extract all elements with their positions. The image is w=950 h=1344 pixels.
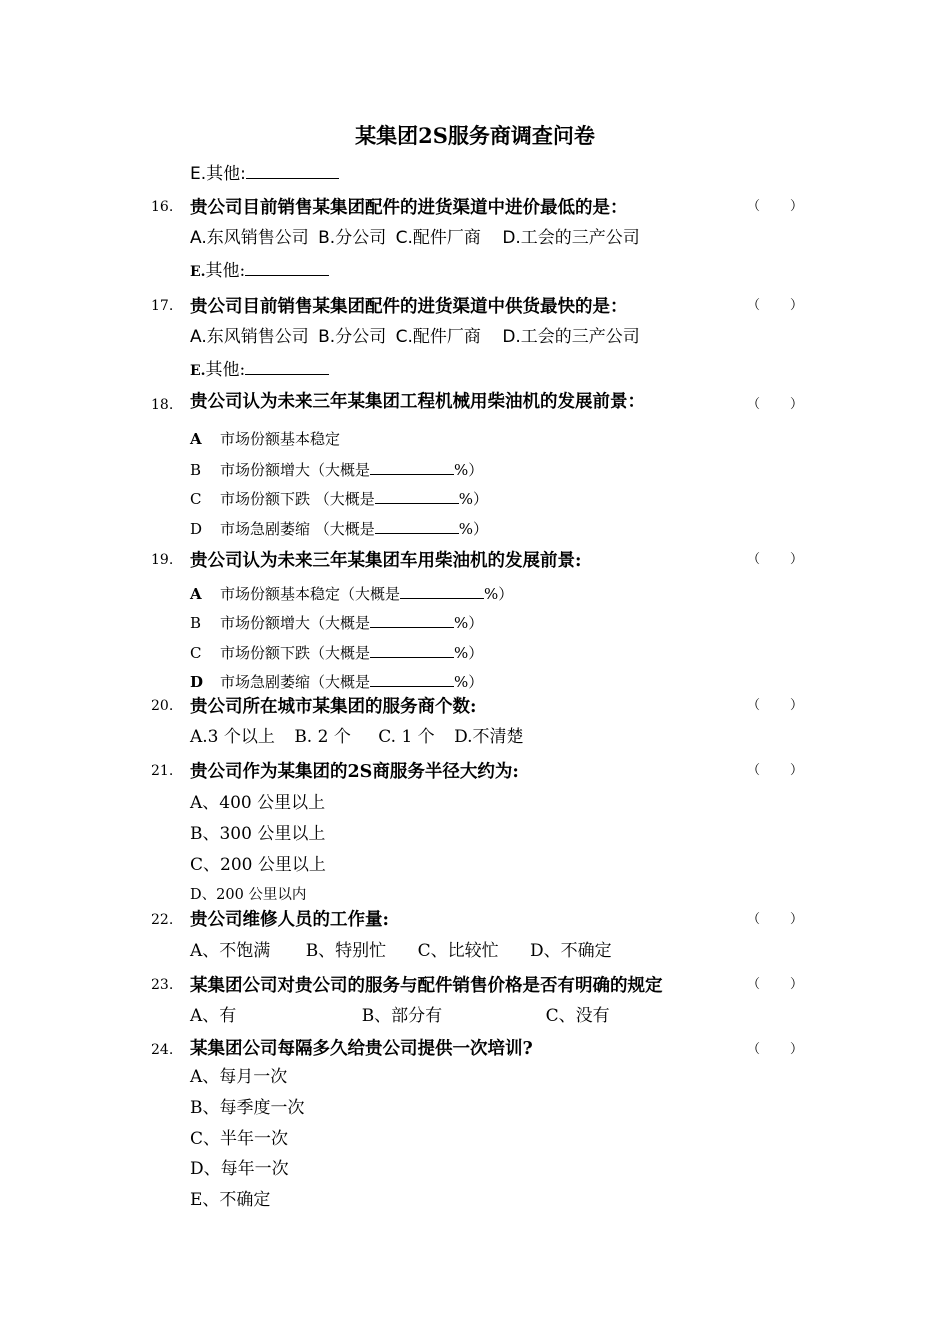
option-d: D.工会的三产公司 — [502, 327, 640, 347]
option-text: 市场份额下跌 （大概是 — [220, 490, 375, 508]
paren-open: （ — [747, 977, 761, 992]
option-c: C. 1 个 — [378, 727, 435, 747]
option-suffix: %） — [454, 614, 484, 632]
option-letter: E. — [190, 363, 206, 379]
paren-close: ） — [789, 199, 803, 214]
option-b: B、每季度一次 — [190, 1098, 305, 1118]
question-number: 18. — [151, 397, 174, 413]
answer-blank[interactable] — [245, 356, 329, 375]
option-suffix: %） — [454, 644, 484, 662]
option-suffix: %） — [458, 520, 489, 538]
option-c: C、比较忙 — [417, 941, 499, 961]
option-row — [190, 226, 640, 250]
option-letter: A — [190, 585, 202, 603]
option-text: 市场份额基本稳定（大概是 — [220, 585, 401, 603]
answer-blank[interactable] — [370, 609, 454, 628]
option-suffix: %） — [454, 461, 484, 479]
option-row — [190, 1004, 610, 1028]
question-number: 22. — [151, 912, 174, 928]
paren-close: ） — [789, 698, 803, 713]
option-letter: B — [190, 461, 202, 479]
option-a: A、每月一次 — [190, 1067, 288, 1087]
question-text: 某集团公司每隔多久给贵公司提供一次培训? — [190, 1039, 533, 1059]
option-e-other — [190, 356, 329, 383]
paren-open: （ — [747, 912, 761, 927]
option-d: D、200 公里以内 — [190, 887, 307, 903]
question-text: 贵公司目前销售某集团配件的进货渠道中进价最低的是： — [190, 198, 628, 218]
answer-parentheses[interactable] — [747, 395, 803, 415]
option-suffix: %） — [484, 585, 514, 603]
option-letter: B — [190, 614, 202, 632]
option-letter: D — [190, 673, 204, 691]
question-number: 24. — [151, 1042, 174, 1058]
option-c: C.配件厂商 — [395, 228, 481, 248]
option-row — [190, 325, 640, 349]
question-text: 贵公司作为某集团的2S商服务半径大约为: — [190, 762, 519, 782]
answer-parentheses[interactable] — [747, 296, 803, 316]
option-text: 市场急剧萎缩（大概是 — [220, 673, 371, 691]
paren-open: （ — [747, 763, 761, 778]
option-b: B.分公司 — [318, 327, 387, 347]
option-c: C、200 公里以上 — [190, 855, 326, 875]
option-e: E、不确定 — [190, 1190, 271, 1210]
answer-parentheses[interactable] — [747, 1040, 803, 1060]
option-c: C、半年一次 — [190, 1129, 289, 1149]
option-row — [190, 939, 612, 963]
option-suffix: %） — [458, 490, 489, 508]
answer-blank[interactable] — [245, 257, 329, 276]
option-e-other — [190, 160, 339, 186]
paren-close: ） — [789, 977, 803, 992]
option-d: D、不确定 — [530, 941, 612, 961]
option-a: A.3 个以上 — [190, 727, 275, 747]
answer-blank[interactable] — [370, 668, 454, 687]
paren-close: ） — [789, 1042, 803, 1057]
option-a: A.东风销售公司 — [190, 228, 309, 248]
answer-blank[interactable] — [370, 456, 454, 475]
option-text: 市场份额下跌（大概是 — [220, 644, 371, 662]
paren-close: ） — [789, 552, 803, 567]
answer-blank[interactable] — [370, 639, 454, 658]
option-d: D、每年一次 — [190, 1159, 289, 1179]
option-b — [190, 609, 483, 635]
option-d: D.工会的三产公司 — [502, 228, 640, 248]
option-text: 市场份额基本稳定 — [220, 430, 341, 448]
option-b: B、300 公里以上 — [190, 824, 326, 844]
question-number: 16. — [151, 199, 174, 215]
paren-open: （ — [747, 397, 761, 412]
question-text: 某集团公司对贵公司的服务与配件销售价格是否有明确的规定 — [190, 976, 663, 996]
option-b: B. 2 个 — [294, 727, 351, 747]
question-number: 20. — [151, 698, 174, 714]
answer-parentheses[interactable] — [747, 696, 803, 716]
paren-close: ） — [789, 763, 803, 778]
question-number: 17. — [151, 298, 174, 314]
question-text: 贵公司认为未来三年某集团工程机械用柴油机的发展前景： — [190, 392, 645, 412]
option-b: B、部分有 — [361, 1006, 443, 1026]
paren-open: （ — [747, 552, 761, 567]
answer-parentheses[interactable] — [747, 550, 803, 570]
question-number: 19. — [151, 552, 174, 568]
option-c — [190, 485, 488, 511]
option-a: A.东风销售公司 — [190, 327, 309, 347]
option-c: C、没有 — [545, 1006, 610, 1026]
option-letter: C — [190, 490, 202, 508]
option-row — [190, 725, 524, 749]
option-c — [190, 639, 483, 665]
option-text: 市场急剧萎缩 （大概是 — [220, 520, 375, 538]
option-a: A、有 — [190, 1006, 237, 1026]
paren-open: （ — [747, 199, 761, 214]
option-letter: E. — [190, 264, 206, 280]
question-number: 21. — [151, 763, 174, 779]
option-d — [190, 515, 488, 541]
answer-blank[interactable] — [375, 485, 459, 504]
question-text: 贵公司所在城市某集团的服务商个数: — [190, 697, 477, 717]
paren-open: （ — [747, 1042, 761, 1057]
answer-blank[interactable] — [246, 160, 339, 179]
option-b — [190, 456, 483, 482]
question-number: 23. — [151, 977, 174, 993]
paren-close: ） — [789, 397, 803, 412]
option-text: 市场份额增大（大概是 — [220, 461, 371, 479]
paren-close: ） — [789, 912, 803, 927]
option-label: 其他: — [205, 360, 246, 380]
answer-parentheses[interactable] — [747, 761, 803, 781]
option-label: 其他: — [205, 261, 246, 281]
answer-parentheses[interactable] — [747, 910, 803, 930]
paren-open: （ — [747, 298, 761, 313]
option-a — [190, 427, 340, 451]
answer-parentheses[interactable] — [747, 975, 803, 995]
answer-blank[interactable] — [375, 515, 459, 534]
paren-close: ） — [789, 298, 803, 313]
option-c: C.配件厂商 — [395, 327, 481, 347]
option-text: 市场份额增大（大概是 — [220, 614, 371, 632]
question-text: 贵公司目前销售某集团配件的进货渠道中供货最快的是： — [190, 297, 628, 317]
paren-open: （ — [747, 698, 761, 713]
option-suffix: %） — [454, 673, 484, 691]
option-a: A、不饱满 — [190, 941, 271, 961]
option-label: E.其他: — [190, 164, 246, 184]
option-a — [190, 580, 513, 606]
answer-blank[interactable] — [400, 580, 484, 599]
option-letter: D — [190, 520, 203, 538]
option-letter: A — [190, 430, 202, 448]
option-e-other — [190, 257, 329, 284]
option-a: A、400 公里以上 — [190, 793, 326, 813]
question-text: 贵公司认为未来三年某集团车用柴油机的发展前景: — [190, 551, 582, 571]
option-b: B.分公司 — [318, 228, 387, 248]
option-d: D.不清楚 — [454, 727, 524, 747]
answer-parentheses[interactable] — [747, 197, 803, 217]
question-text: 贵公司维修人员的工作量: — [190, 910, 389, 930]
option-letter: C — [190, 644, 202, 662]
option-d — [190, 668, 483, 694]
page-title: 某集团2S服务商调查问卷 — [355, 123, 595, 148]
option-b: B、特别忙 — [305, 941, 387, 961]
